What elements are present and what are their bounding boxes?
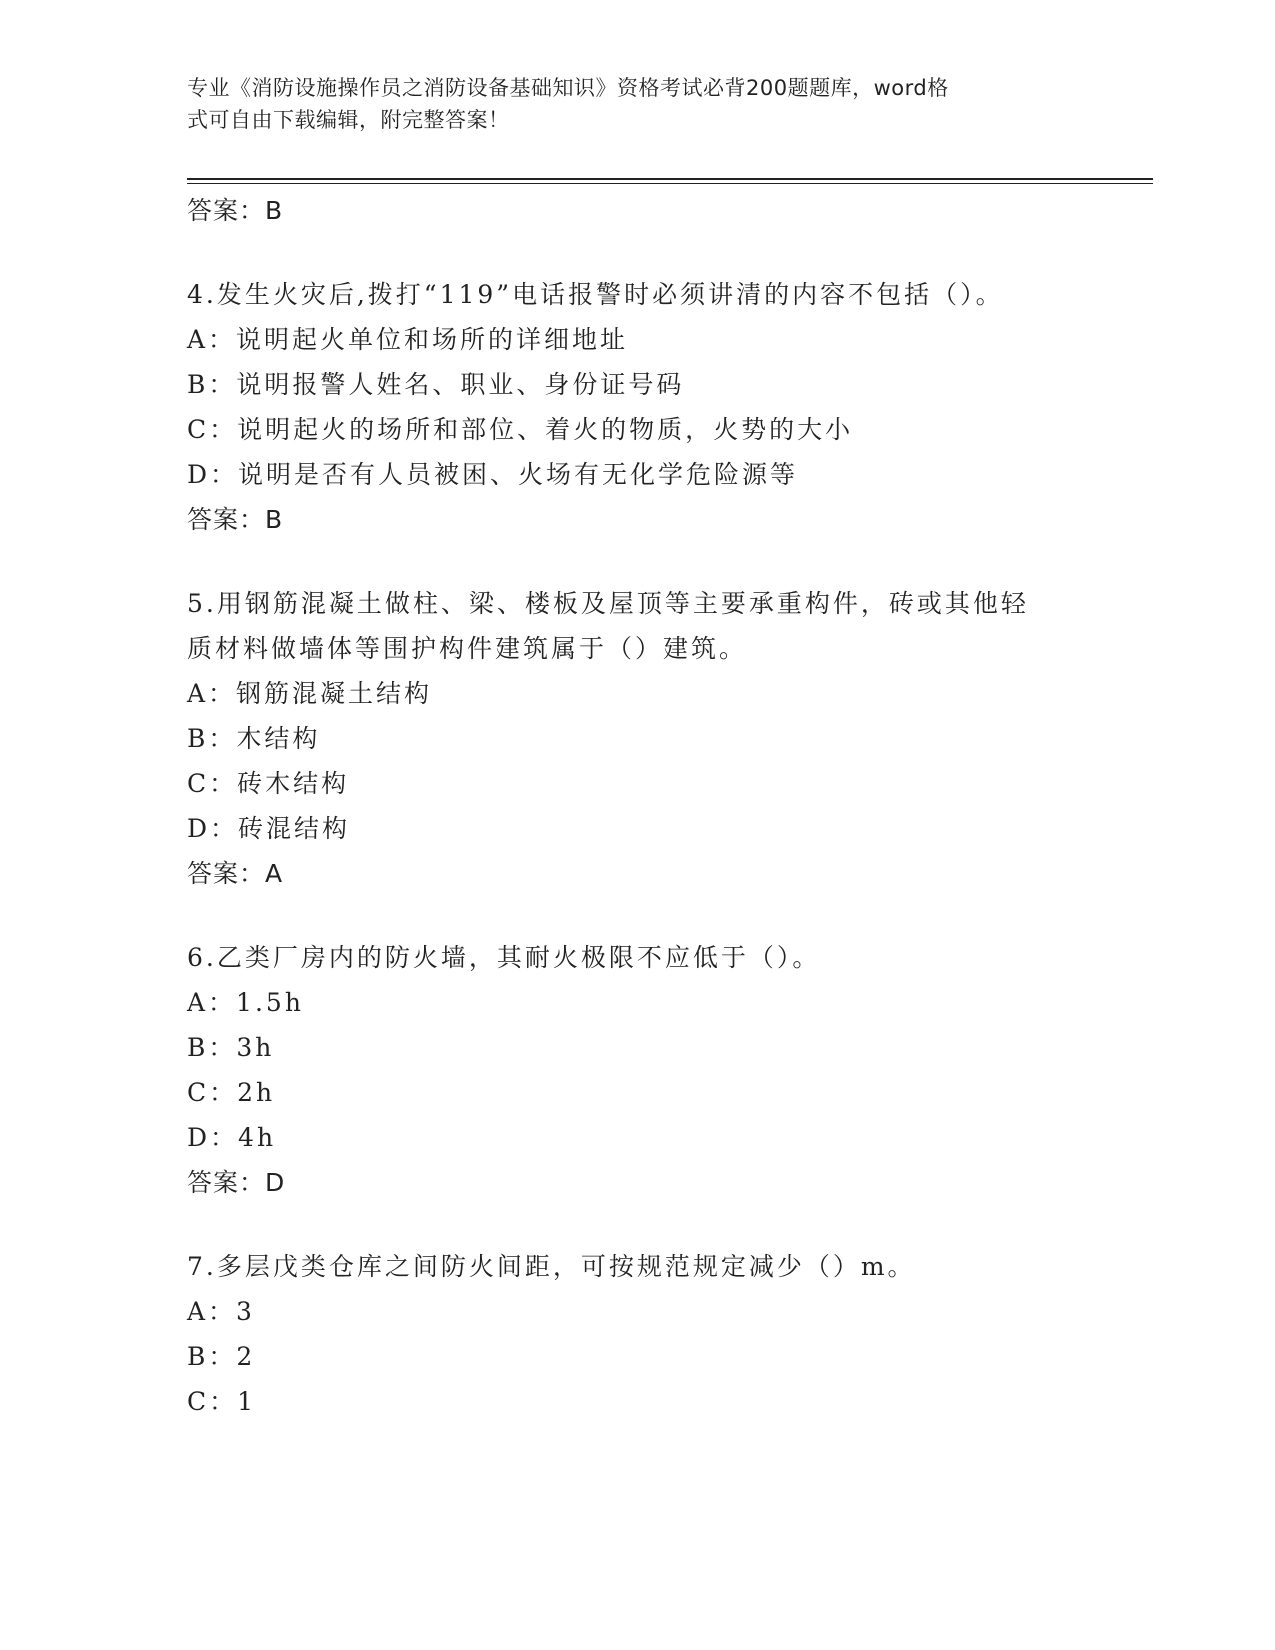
question-option: A：3: [187, 1297, 255, 1326]
header-line-1: 专业《消防设施操作员之消防设备基础知识》资格考试必背200题题库，word格: [187, 76, 949, 100]
answer-value: A: [265, 859, 284, 888]
question-block: [187, 935, 1087, 1206]
answer-line: [187, 497, 1087, 543]
question-option: B：3h: [187, 1033, 275, 1062]
answer-prefix: 答案：: [187, 859, 266, 888]
header-line-2: 式可自由下载编辑，附完整答案！: [187, 108, 510, 132]
question-option: D：砖混结构: [187, 814, 351, 843]
question-option: C：2h: [187, 1078, 276, 1107]
question-block: [187, 581, 1087, 897]
question-stem: 4.发生火灾后,拨打“119”电话报警时必须讲清的内容不包括（）。: [187, 280, 1004, 309]
question-option: C：1: [187, 1387, 257, 1416]
answer-line: [187, 851, 1087, 897]
answer-line: [187, 188, 1087, 234]
header-rule-thick: [187, 178, 1153, 180]
answer-value: D: [265, 1168, 286, 1197]
question-option: B：说明报警人姓名、职业、身份证号码: [187, 370, 685, 399]
question-stem: 5.用钢筋混凝土做柱、梁、楼板及屋顶等主要承重构件，砖或其他轻: [187, 589, 1029, 618]
question-option: A：说明起火单位和场所的详细地址: [187, 325, 629, 354]
question-block: [187, 272, 1087, 543]
question-option: A：1.5h: [187, 988, 304, 1017]
question-option: D：4h: [187, 1123, 277, 1152]
question-option: D：说明是否有人员被困、火场有无化学危险源等: [187, 460, 799, 489]
question-stem: 6.乙类厂房内的防火墙，其耐火极限不应低于（）。: [187, 943, 821, 972]
header-rule-thin: [187, 183, 1153, 184]
answer-prefix: 答案：: [187, 196, 266, 225]
question-option: B：2: [187, 1342, 256, 1371]
question-stem: 7.多层戊类仓库之间防火间距，可按规范规定减少（）m。: [187, 1252, 916, 1281]
answer-value: B: [265, 196, 284, 225]
document-header: [187, 72, 1067, 136]
answer-line: [187, 1160, 1087, 1206]
question-stem: 质材料做墙体等围护构件建筑属于（）建筑。: [187, 634, 748, 663]
question-option: C：砖木结构: [187, 769, 350, 798]
answer-value: B: [265, 505, 284, 534]
answer-prefix: 答案：: [187, 1168, 266, 1197]
question-block: [187, 1244, 1087, 1424]
answer-prefix: 答案：: [187, 505, 266, 534]
question-option: C：说明起火的场所和部位、着火的物质，火势的大小: [187, 415, 854, 444]
question-list: [187, 188, 1087, 1424]
question-option: B：木结构: [187, 724, 321, 753]
question-option: A：钢筋混凝土结构: [187, 679, 433, 708]
